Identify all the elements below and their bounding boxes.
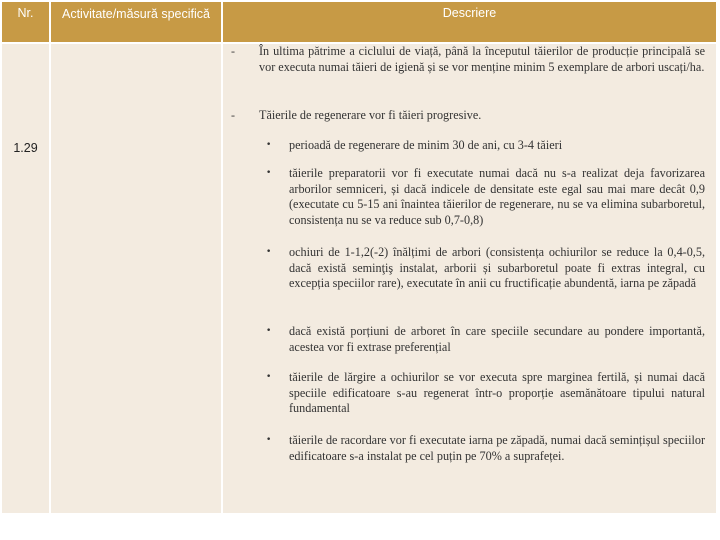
bullet-item: dacă există porțiuni de arboret în care speciile secundare au pondere importantă, acestea vor fi extrase preferențial [289,324,705,354]
row-nr-value: 1.29 [13,141,38,155]
header-description-cell [223,2,716,42]
bullet-item: ochiuri de 1-1,2(-2) înălțimi de arbori (consistența ochiurilor se reduce la 0,4-0,5, dacă există seminţiş instalat, arborii și subarboretul poate fi extras integral, cu excepția speciilor rare), executate în anii cu fructificație abundentă, iarna pe zăpadă [289,245,705,291]
description-paragraph: Tăierile de regenerare vor fi tăieri progresive. [259,108,482,122]
bullet-item: tăierile de lărgire a ochiurilor se vor executa spre marginea fertilă, și numai dacă speciile edificatoare s-au regenerat într-o proporție asemănătoare tipului natural fundamental [289,370,705,416]
bullet-marker: • [266,326,272,336]
header-activity-cell [51,2,221,42]
row-description-cell [223,44,716,513]
header-activity-label: Activitate/măsură specifică [62,7,210,21]
description-paragraph: În ultima pătrime a ciclului de viață, până la începutul tăierilor de producție principală se vor executa numai tăieri de igienă și se vor menține minim 5 exemplare de arbori uscați/ha. [259,44,705,74]
bullet-item: perioadă de regenerare de minim 30 de ani, cu 3-4 tăieri [289,138,563,152]
dash-marker: - [231,44,235,58]
row-nr-cell [2,44,49,513]
bullet-marker: • [266,435,272,445]
header-nr-label: Nr. [17,6,34,20]
bullet-marker: • [266,168,272,178]
row-activity-cell [51,44,221,513]
activity-table [2,2,716,513]
bullet-marker: • [266,247,272,257]
bullet-marker: • [266,140,272,150]
bullet-item: tăierile de racordare vor fi executate iarna pe zăpadă, numai dacă semințișul speciilor edificatoare s-a instalat pe cel puțin pe 70% a suprafeței. [289,433,705,463]
header-nr-cell [2,2,49,42]
bullet-item: tăierile preparatorii vor fi executate numai dacă nu s-a realizat deja favorizarea arborilor semniceri, și dacă indicele de densitate este egal sau mai mare decât 0,9 (executate cu 5-15 ani înaintea tăierilor de regenerare, nu se va elimina subarboretul, consistența nu se va reduce sub 0,7-0,8) [289,166,705,227]
dash-marker: - [231,108,235,122]
header-description-label: Descriere [442,6,497,20]
bullet-marker: • [266,372,272,382]
